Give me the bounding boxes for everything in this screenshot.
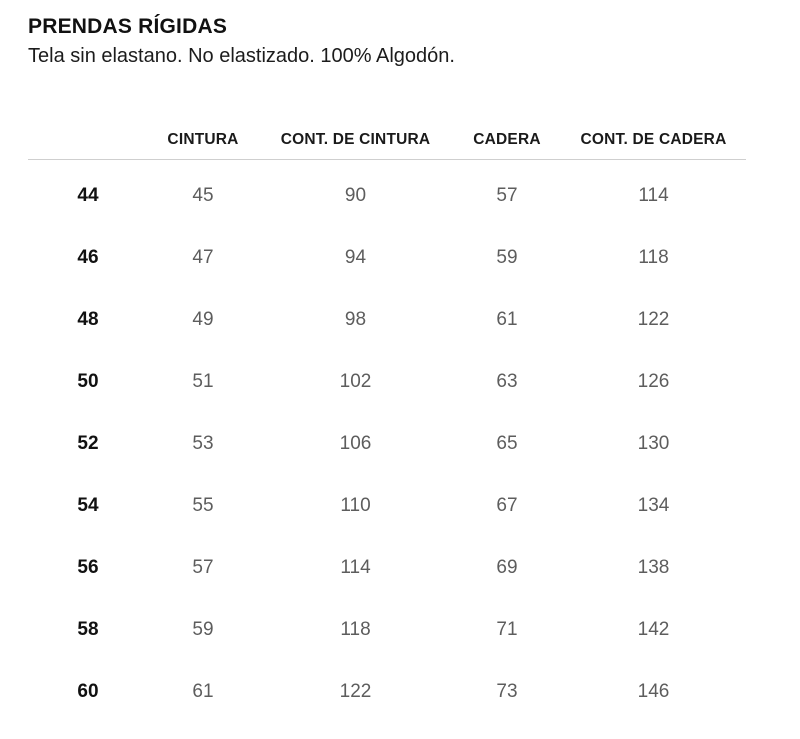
table-row	[28, 413, 746, 475]
cell-size: 52	[77, 433, 99, 455]
cell-cont-cadera: 146	[637, 681, 670, 703]
cell-cont-cintura: 110	[340, 495, 371, 517]
cell-cadera: 63	[496, 371, 518, 393]
table-row	[28, 160, 746, 228]
cell-cintura: 49	[192, 309, 214, 331]
cell-cintura: 51	[192, 371, 214, 393]
cell-cadera: 57	[496, 185, 518, 207]
page-subtitle: Tela sin elastano. No elastizado. 100% Algodón.	[28, 45, 455, 68]
column-header-cont-cadera: CONT. DE CADERA	[580, 131, 727, 149]
table-row	[28, 227, 746, 289]
cell-cadera: 67	[496, 495, 518, 517]
column-header-size	[28, 131, 148, 160]
table-row	[28, 289, 746, 351]
column-header-cintura: CINTURA	[167, 131, 239, 149]
table-row	[28, 537, 746, 599]
cell-cont-cintura: 102	[339, 371, 372, 393]
cell-cadera: 59	[496, 247, 518, 269]
column-header-cont-cintura: CONT. DE CINTURA	[280, 131, 431, 149]
cell-size: 60	[77, 681, 99, 703]
cell-cont-cintura: 114	[340, 557, 371, 579]
size-table	[28, 131, 746, 723]
size-table-container	[28, 131, 772, 723]
cell-cont-cintura: 90	[344, 185, 367, 207]
cell-cont-cadera: 126	[637, 371, 670, 393]
cell-cintura: 53	[192, 433, 214, 455]
table-row	[28, 475, 746, 537]
cell-cadera: 61	[496, 309, 518, 331]
cell-cintura: 57	[192, 557, 214, 579]
cell-cadera: 69	[496, 557, 518, 579]
cell-size: 46	[77, 247, 99, 269]
cell-cintura: 59	[192, 619, 214, 641]
cell-cintura: 61	[192, 681, 214, 703]
table-header	[28, 131, 746, 160]
table-header-row	[28, 131, 746, 160]
cell-size: 48	[77, 309, 99, 331]
cell-cont-cintura: 118	[340, 619, 371, 641]
table-body	[28, 160, 746, 724]
cell-cont-cadera: 118	[638, 247, 669, 269]
cell-cont-cintura: 122	[339, 681, 372, 703]
table-row	[28, 599, 746, 661]
cell-size: 44	[77, 185, 99, 207]
cell-size: 50	[77, 371, 99, 393]
cell-cont-cadera: 134	[637, 495, 670, 517]
cell-cintura: 47	[192, 247, 214, 269]
cell-cadera: 71	[496, 619, 518, 641]
column-header-cadera: CADERA	[473, 131, 541, 149]
cell-cadera: 73	[496, 681, 518, 703]
cell-cont-cintura: 106	[339, 433, 372, 455]
cell-cintura: 45	[192, 185, 214, 207]
cell-cont-cadera: 122	[637, 309, 670, 331]
cell-cadera: 65	[496, 433, 518, 455]
table-row	[28, 351, 746, 413]
cell-cont-cintura: 98	[344, 309, 367, 331]
cell-size: 54	[77, 495, 99, 517]
cell-size: 56	[77, 557, 99, 579]
cell-cont-cadera: 138	[637, 557, 670, 579]
cell-cont-cadera: 142	[637, 619, 670, 641]
cell-cont-cintura: 94	[344, 247, 367, 269]
cell-cont-cadera: 114	[638, 185, 669, 207]
cell-cintura: 55	[192, 495, 214, 517]
cell-cont-cadera: 130	[637, 433, 670, 455]
table-row	[28, 661, 746, 723]
page-title: PRENDAS RÍGIDAS	[28, 15, 228, 38]
cell-size: 58	[77, 619, 99, 641]
